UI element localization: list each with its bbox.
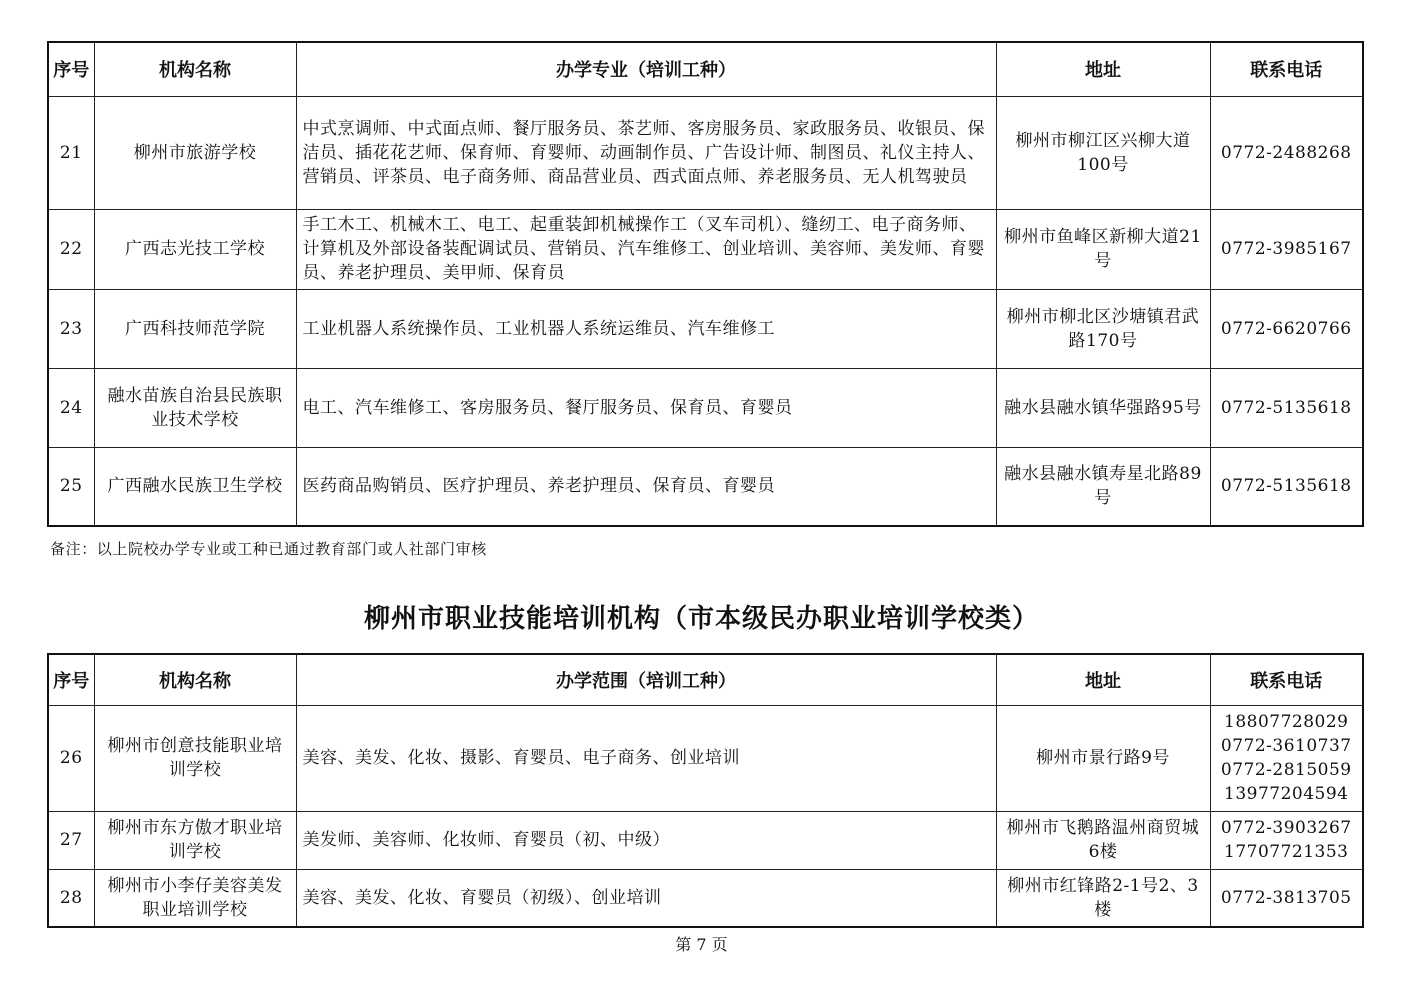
phone: 0772-6620766 bbox=[1210, 289, 1363, 368]
row-number: 28 bbox=[48, 869, 94, 927]
address: 柳州市红锋路2-1号2、3楼 bbox=[996, 869, 1210, 927]
table-header-row bbox=[48, 654, 1363, 705]
row-number: 21 bbox=[48, 96, 94, 209]
header-scope: 办学范围（培训工种） bbox=[296, 654, 996, 705]
training-scope: 美发师、美容师、化妆师、育婴员（初、中级） bbox=[296, 811, 996, 869]
phone-list bbox=[1210, 869, 1363, 927]
phone: 0772-3813705 bbox=[1220, 887, 1352, 908]
table-row bbox=[48, 368, 1363, 447]
table-row bbox=[48, 289, 1363, 368]
row-number: 25 bbox=[48, 447, 94, 526]
header-address: 地址 bbox=[996, 654, 1210, 705]
phone: 18807728029 bbox=[1224, 712, 1349, 732]
address: 融水县融水镇寿星北路89号 bbox=[996, 447, 1210, 526]
institution-name: 柳州市小李仔美容美发职业培训学校 bbox=[94, 869, 296, 927]
phone-list bbox=[1210, 705, 1363, 811]
phone: 0772-5135618 bbox=[1210, 368, 1363, 447]
address: 柳州市柳北区沙塘镇君武路170号 bbox=[996, 289, 1210, 368]
training-scope: 电工、汽车维修工、客房服务员、餐厅服务员、保育员、育婴员 bbox=[296, 368, 996, 447]
table-header-row bbox=[48, 42, 1363, 96]
training-scope: 美容、美发、化妆、摄影、育婴员、电子商务、创业培训 bbox=[296, 705, 996, 811]
institution-name: 柳州市东方傲才职业培训学校 bbox=[94, 811, 296, 869]
institution-name: 柳州市旅游学校 bbox=[94, 96, 296, 209]
row-number: 26 bbox=[48, 705, 94, 811]
row-number: 24 bbox=[48, 368, 94, 447]
header-phone: 联系电话 bbox=[1210, 654, 1363, 705]
institution-name: 广西融水民族卫生学校 bbox=[94, 447, 296, 526]
table-row bbox=[48, 96, 1363, 209]
header-no: 序号 bbox=[48, 654, 94, 705]
institution-name: 融水苗族自治县民族职业技术学校 bbox=[94, 368, 296, 447]
table-row bbox=[48, 209, 1363, 289]
phone-list bbox=[1210, 811, 1363, 869]
phone: 0772-3903267 bbox=[1220, 818, 1352, 838]
phone: 0772-3610737 bbox=[1220, 736, 1352, 756]
header-name: 机构名称 bbox=[94, 42, 296, 96]
table-row bbox=[48, 811, 1363, 869]
address: 融水县融水镇华强路95号 bbox=[996, 368, 1210, 447]
institution-table-private bbox=[47, 653, 1364, 928]
phone: 17707721353 bbox=[1224, 842, 1349, 862]
address: 柳州市飞鹅路温州商贸城6楼 bbox=[996, 811, 1210, 869]
address: 柳州市鱼峰区新柳大道21号 bbox=[996, 209, 1210, 289]
table-row bbox=[48, 869, 1363, 927]
row-number: 27 bbox=[48, 811, 94, 869]
header-phone: 联系电话 bbox=[1210, 42, 1363, 96]
training-scope: 工业机器人系统操作员、工业机器人系统运维员、汽车维修工 bbox=[296, 289, 996, 368]
address: 柳州市景行路9号 bbox=[996, 705, 1210, 811]
institution-name: 柳州市创意技能职业培训学校 bbox=[94, 705, 296, 811]
phone: 0772-3985167 bbox=[1210, 209, 1363, 289]
table-note: 备注：以上院校办学专业或工种已通过教育部门或人社部门审核 bbox=[50, 540, 487, 558]
phone: 0772-2815059 bbox=[1220, 760, 1352, 780]
address: 柳州市柳江区兴柳大道100号 bbox=[996, 96, 1210, 209]
training-scope: 中式烹调师、中式面点师、餐厅服务员、茶艺师、客房服务员、家政服务员、收银员、保洁员、插花花艺师、保育师、育婴师、动画制作员、广告设计师、制图员、礼仪主持人、营销员、评茶员、电子商务师、商品营业员、西式面点师、养老服务员、无人机驾驶员 bbox=[296, 96, 996, 209]
phone: 0772-2488268 bbox=[1210, 96, 1363, 209]
page-number: 第 7 页 bbox=[675, 935, 728, 954]
row-number: 23 bbox=[48, 289, 94, 368]
phone: 0772-5135618 bbox=[1210, 447, 1363, 526]
header-scope: 办学专业（培训工种） bbox=[296, 42, 996, 96]
header-name: 机构名称 bbox=[94, 654, 296, 705]
institution-name: 广西志光技工学校 bbox=[94, 209, 296, 289]
training-scope: 医药商品购销员、医疗护理员、养老护理员、保育员、育婴员 bbox=[296, 447, 996, 526]
header-address: 地址 bbox=[996, 42, 1210, 96]
institution-name: 广西科技师范学院 bbox=[94, 289, 296, 368]
institution-table-schools bbox=[47, 41, 1364, 527]
table-row bbox=[48, 447, 1363, 526]
phone: 13977204594 bbox=[1224, 784, 1349, 804]
table-row bbox=[48, 705, 1363, 811]
section-title: 柳州市职业技能培训机构（市本级民办职业培训学校类） bbox=[363, 604, 1039, 634]
header-no: 序号 bbox=[48, 42, 94, 96]
training-scope: 美容、美发、化妆、育婴员（初级）、创业培训 bbox=[296, 869, 996, 927]
training-scope: 手工木工、机械木工、电工、起重装卸机械操作工（叉车司机）、缝纫工、电子商务师、计算机及外部设备装配调试员、营销员、汽车维修工、创业培训、美容师、美发师、育婴员、养老护理员、美甲师、保育员 bbox=[296, 209, 996, 289]
row-number: 22 bbox=[48, 209, 94, 289]
